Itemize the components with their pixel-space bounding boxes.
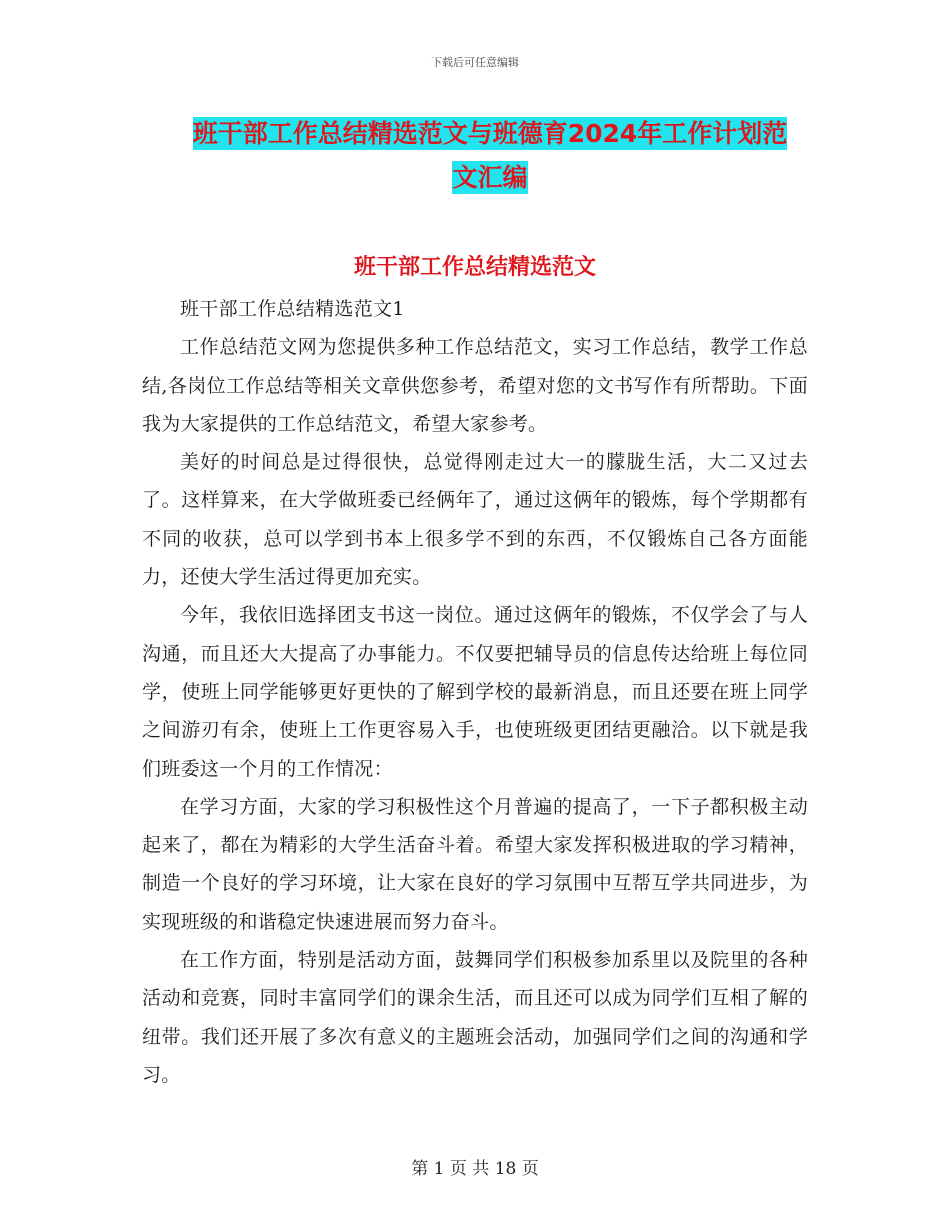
title-line-2: 文汇编 bbox=[452, 163, 528, 192]
page-footer: 第 1 页 共 18 页 bbox=[411, 1159, 539, 1179]
paragraph: 工作总结范文网为您提供多种工作总结范文，实习工作总结，教学工作总结,各岗位工作总结等相关文章供您参考，希望对您的文书写作有所帮助。下面我为大家提供的工作总结范文，希望大家参考。 bbox=[142, 336, 808, 435]
section-title: 班干部工作总结精选范文 bbox=[353, 255, 596, 280]
paragraph: 在学习方面，大家的学习积极性这个月普遍的提高了，一下子都积极主动起来了，都在为精彩的大学生活奋斗着。希望大家发挥积极进取的学习精神，制造一个良好的学习环境，让大家在良好的学习氛围中互帮互学共同进步，为实现班级的和谐稳定快速进展而努力奋斗。 bbox=[142, 795, 808, 933]
paragraph: 美好的时间总是过得很快，总觉得刚走过大一的朦胧生活，大二又过去了。这样算来，在大学做班委已经俩年了，通过这俩年的锻炼，每个学期都有不同的收获，总可以学到书本上很多学不到的东西，不仅锻炼自己各方面能力，还使大学生活过得更加充实。 bbox=[142, 451, 808, 589]
title-line-1: 班干部工作总结精选范文与班德育2024年工作计划范 bbox=[192, 119, 788, 148]
header-note: 下载后可任意编辑 bbox=[431, 56, 519, 69]
document-title bbox=[160, 112, 820, 200]
body-text bbox=[142, 290, 808, 1094]
paragraph: 今年，我依旧选择团支书这一岗位。通过这俩年的锻炼，不仅学会了与人沟通，而且还大大提高了办事能力。不仅要把辅导员的信息传达给班上每位同学，使班上同学能够更好更快的了解到学校的最新消息，而且还要在班上同学之间游刃有余，使班上工作更容易入手，也使班级更团结更融洽。以下就是我们班委这一个月的工作情况： bbox=[142, 604, 808, 780]
paragraph-subtitle: 班干部工作总结精选范文1 bbox=[180, 298, 405, 320]
paragraph: 在工作方面，特别是活动方面，鼓舞同学们积极参加系里以及院里的各种活动和竞赛，同时丰富同学们的课余生活，而且还可以成为同学们互相了解的纽带。我们还开展了多次有意义的主题班会活动，加强同学们之间的沟通和学习。 bbox=[142, 949, 808, 1086]
